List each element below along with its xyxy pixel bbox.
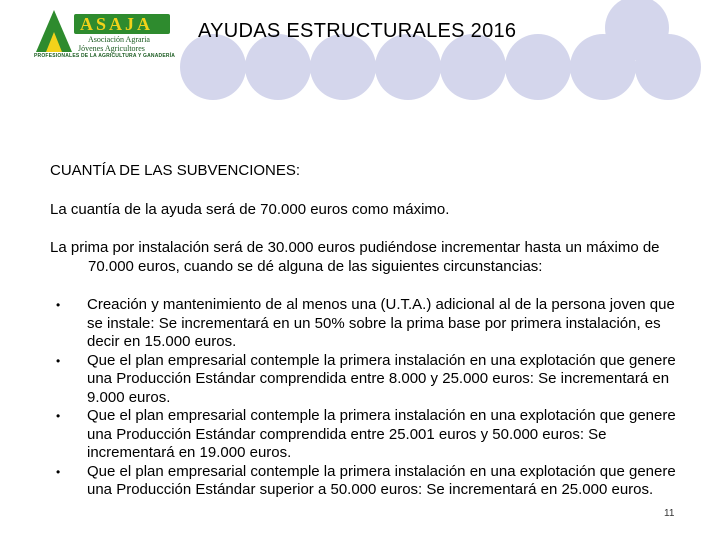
circumstances-list (50, 296, 690, 500)
circle-decoration (505, 34, 571, 100)
list-item-text: Creación y mantenimiento de al menos una (U.T.A.) adicional al de la persona joven que se instale: Se incrementará en un 50% sobre la prima base por primera instalación, es decir en 15.000 euros. (87, 296, 675, 350)
list-item (50, 352, 690, 408)
bullet-icon: • (56, 464, 61, 479)
list-item (50, 463, 690, 500)
logo-line-1: Asociación Agraria (88, 35, 150, 44)
list-item-text: Que el plan empresarial contemple la primera instalación en una explotación que genere una Producción Estándar comprendida entre 25.001 euros y 50.000 euros: Se incrementará en 19.000 euros. (87, 407, 676, 461)
list-item (50, 296, 690, 352)
paragraph-max-amount: La cuantía de la ayuda será de 70.000 euros como máximo. (50, 200, 450, 218)
logo-name: ASAJA (80, 14, 154, 34)
decorative-circles (180, 0, 720, 115)
circle-decoration (180, 34, 246, 100)
bullet-icon: • (56, 298, 61, 312)
circle-decoration (245, 34, 311, 100)
page-title: AYUDAS ESTRUCTURALES 2016 (198, 20, 517, 42)
content-body (50, 162, 690, 500)
logo-tagline: PROFESIONALES DE LA AGRICULTURA Y GANADERÍA (34, 53, 176, 59)
list-item (50, 407, 690, 463)
circle-decoration (440, 34, 506, 100)
section-heading: CUANTÍA DE LAS SUBVENCIONES: (50, 162, 301, 179)
page-number: 11 (664, 508, 675, 519)
list-item-text: Que el plan empresarial contemple la primera instalación en una explotación que genere una Producción Estándar comprendida entre 8.000 y 25.000 euros: Se incrementará en 9.000 euros. (87, 351, 676, 406)
list-item-text: Que el plan empresarial contemple la primera instalación en una explotación que genere una Producción Estándar superior a 50.000 euros: Se incrementará en 25.000 euros. (87, 462, 676, 498)
logo-line-2: Jóvenes Agricultores (78, 44, 145, 53)
circle-decoration (310, 34, 376, 100)
asaja-logo-graphic (34, 6, 174, 56)
bullet-icon: • (56, 353, 61, 368)
circle-decoration (375, 34, 441, 100)
paragraph-installation-prime: La prima por instalación será de 30.000 euros pudiéndose incrementar hasta un máximo de 70.000 euros, cuando se dé alguna de las siguientes circunstancias: (50, 239, 660, 275)
bullet-icon: • (56, 409, 61, 423)
